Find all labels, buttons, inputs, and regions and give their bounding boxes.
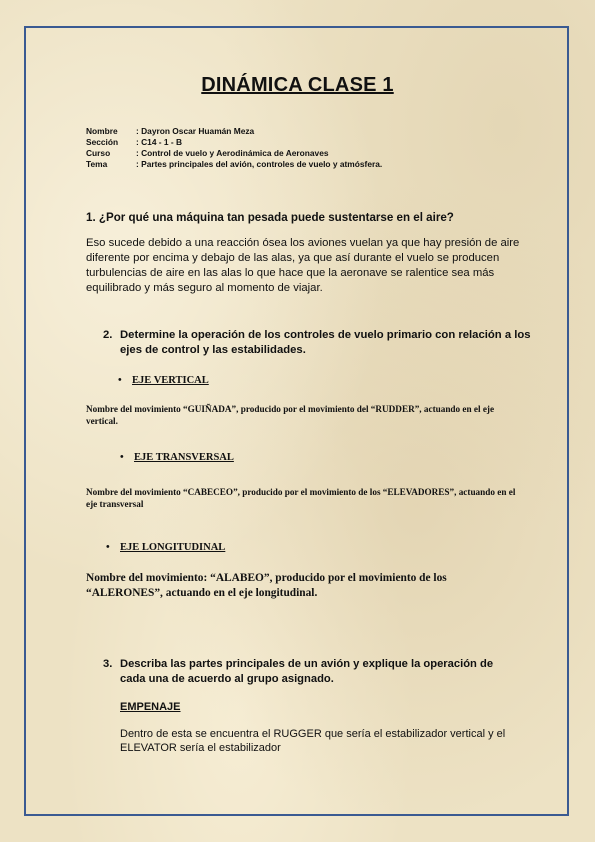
answer-1: Eso sucede debido a una reacción ósea los aviones vuelan ya que hay presión de aire diferente por encima y debajo de las alas, ya que así durante el vuelo se producen turbulencias de aire en las alas lo que hace que la aeronave se ralentice sea más equilibrado y más seguro al momento de viajar. bbox=[86, 237, 520, 294]
bullet-icon: • bbox=[120, 452, 124, 463]
axis-label: EJE LONGITUDINAL bbox=[120, 542, 226, 553]
axis-label: EJE VERTICAL bbox=[132, 375, 209, 386]
info-value: : C14 - 1 - B bbox=[136, 137, 183, 147]
info-label: Tema bbox=[86, 159, 108, 169]
axis-description-transversal: Nombre del movimiento “CABECEO”, producido por el movimiento de los “ELEVADORES”, actuando en el eje transversal bbox=[86, 487, 516, 509]
info-value: : Control de vuelo y Aerodinámica de Aeronaves bbox=[136, 148, 329, 158]
bullet-icon: • bbox=[106, 542, 110, 553]
question-3 bbox=[103, 657, 520, 687]
question-text: Determine la operación de los controles de vuelo primario con relación a los ejes de control y las estabilidades. bbox=[120, 329, 531, 356]
question-text: Describa las partes principales de un avión y explique la operación de cada una de acuerdo al grupo asignado. bbox=[120, 658, 494, 685]
axis-heading-vertical bbox=[118, 375, 209, 386]
info-row-seccion bbox=[86, 137, 382, 148]
info-value: : Partes principales del avión, controles de vuelo y atmósfera. bbox=[136, 159, 383, 169]
section-title-empenaje: EMPENAJE bbox=[120, 701, 181, 713]
axis-heading-longitudinal bbox=[106, 542, 225, 553]
question-number: 3. bbox=[103, 658, 113, 670]
question-2 bbox=[103, 328, 540, 358]
axis-label: EJE TRANSVERSAL bbox=[134, 452, 234, 463]
info-value: : Dayron Oscar Huamán Meza bbox=[136, 126, 255, 136]
info-label: Nombre bbox=[86, 126, 118, 136]
axis-description-vertical: Nombre del movimiento “GUIÑADA”, producido por el movimiento del “RUDDER”, actuando en el eje vertical. bbox=[86, 404, 495, 426]
bullet-icon: • bbox=[118, 375, 122, 386]
question-number: 2. bbox=[103, 329, 113, 341]
empenaje-text: Dentro de esta se encuentra el RUGGER que sería el estabilizador vertical y el ELEVATOR sería el estabilizador bbox=[120, 728, 506, 754]
info-label: Curso bbox=[86, 148, 111, 158]
info-row-nombre bbox=[86, 126, 382, 137]
student-info bbox=[86, 126, 382, 170]
axis-description-longitudinal: Nombre del movimiento: “ALABEO”, producido por el movimiento de los “ALERONES”, actuando en el eje longitudinal. bbox=[86, 572, 447, 599]
page-title: DINÁMICA CLASE 1 bbox=[201, 74, 394, 96]
info-row-tema bbox=[86, 159, 382, 170]
info-label: Sección bbox=[86, 137, 119, 147]
axis-heading-transversal bbox=[120, 452, 234, 463]
question-1: 1. ¿Por qué una máquina tan pesada puede sustentarse en el aire? bbox=[86, 211, 454, 224]
info-row-curso bbox=[86, 148, 382, 159]
